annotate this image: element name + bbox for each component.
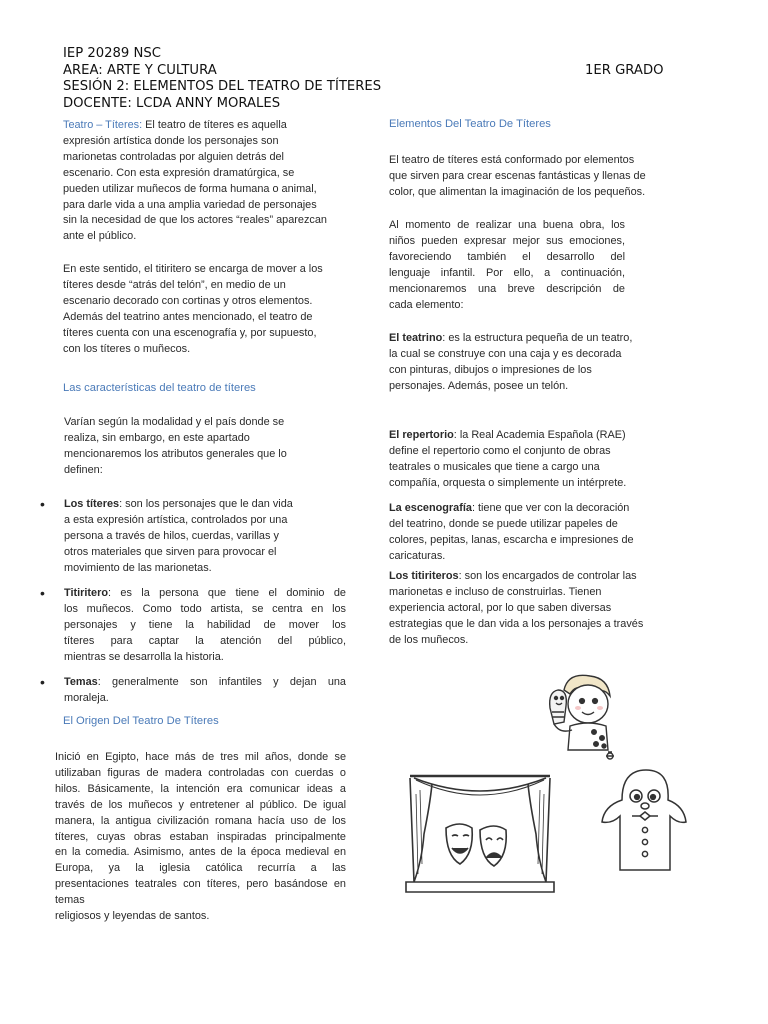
element-escenografia: La escenografía: tiene que ver con la decoración del teatrino, donde se puede utilizar papeles de colores, pepitas, lanas, escarcha e impresiones de caricaturas. xyxy=(389,502,634,562)
element-term: Los titiriteros xyxy=(389,570,459,582)
grade-label: 1ER GRADO xyxy=(585,63,664,78)
teacher-name: DOCENTE: LCDA ANNY MORALES xyxy=(63,96,281,111)
elements-heading: Elementos Del Teatro De Títeres xyxy=(389,118,551,130)
origin-heading: El Origen Del Teatro De Títeres xyxy=(63,715,219,727)
school-code: IEP 20289 NSC xyxy=(63,46,161,61)
bullet-dot: • xyxy=(40,585,45,601)
session-title: SESIÓN 2: ELEMENTOS DEL TEATRO DE TÍTERES xyxy=(63,79,382,94)
bullet-dot: • xyxy=(40,674,45,690)
bullet-puppets: Los títeres: son los personajes que le dan vida a esta expresión artística, controlados por una persona a través de hilos, cuerdas, varillas y otros materiales que sirven para provocar el movimiento de las marionetas. xyxy=(64,498,293,574)
bullet-term: Temas xyxy=(64,676,98,688)
bullet-puppeteer: Titiritero: es la persona que tiene el dominio de los muñecos. Como todo artista, se centra en los personajes y tiene la habilidad de mover los títeres para captar la atención del público, mientras se desarrolla la historia. xyxy=(64,587,346,663)
bullet-term: Titiritero xyxy=(64,587,108,599)
intro-term: Teatro – Títeres: xyxy=(63,119,143,131)
elements-intro: El teatro de títeres está conformado por elementos que sirven para crear escenas fantásticas y llenas de color, que alimentan la imaginación de los pequeños. xyxy=(389,154,646,198)
bullet-dot: • xyxy=(40,496,45,512)
characteristics-intro: Varían según la modalidad y el país donde se realiza, sin embargo, en este apartado mencionaremos los atributos generales que lo definen: xyxy=(64,416,287,476)
bullet-term: Los títeres xyxy=(64,498,120,510)
theater-stage-icon xyxy=(400,764,560,914)
element-term: El repertorio xyxy=(389,429,454,441)
characteristics-heading: Las características del teatro de títeres xyxy=(63,382,256,394)
element-term: El teatrino xyxy=(389,332,443,344)
boy-with-puppet-icon xyxy=(520,668,620,768)
puppeteer-paragraph: En este sentido, el titiritero se encarga de mover a los títeres desde “atrás del telón”, en medio de un escenario decorado con cortinas y otros elementos. Además del teatrino antes mencionado, el teatro de títeres cuenta con una escenografía y, por supuesto, con los títeres o muñecos. xyxy=(63,263,323,355)
origin-paragraph: Inició en Egipto, hace más de tres mil años, donde se utilizaban figuras de madera controladas con cuerdas o hilos. Básicamente, la intención era comunicar ideas a través de los muñecos y entretener al público. De igual manera, la antigua civilización romana hacía uso de los títeres, cuyas obras estaban inspiradas principalmente en la comedia. Asimismo, antes de la época medieval en Europa, ya la iglesia católica recurría a las presentaciones teatrales con títeres, pero basándose en temas religiosos y leyendas de santos. xyxy=(55,751,346,923)
element-teatrino: El teatrino: es la estructura pequeña de un teatro, la cual se construye con una caja y es decorada con pinturas, dibujos o impresiones de los personajes. Además, posee un telón. xyxy=(389,332,633,392)
ghost-puppet-icon xyxy=(596,766,692,876)
element-titiriteros: Los titiriteros: son los encargados de controlar las marionetas e incluso de construirlas. Tienen experiencia actoral, por lo que saben diversas estrategias que le dan vida a los personajes a través de los muñecos. xyxy=(389,570,644,646)
element-term: La escenografía xyxy=(389,502,472,514)
intro-paragraph: Teatro – Títeres: El teatro de títeres es aquella expresión artística donde los personajes son marionetas controladas por alguien detrás del escenario. Con esta expresión dramatúrgica, se pueden utilizar muñecos de forma humana o animal, para darle vida a una amplia variedad de personajes sin la necesidad de que los actores “reales” aparezcan ante el público. xyxy=(63,119,327,243)
element-repertorio: El repertorio: la Real Academia Española (RAE) define el repertorio como el conjunto de obras teatrales o musicales que tiene a cargo una compañía, orquesta o simplemente un intérprete. xyxy=(389,429,627,489)
elements-purpose: Al momento de realizar una buena obra, los niños pueden expresar mejor sus emociones, favoreciendo también el desarrollo del lenguaje infantil. Por ello, a continuación, mencionaremos una breve descripción de cada elemento: xyxy=(389,219,625,311)
bullet-themes: Temas: generalmente son infantiles y dejan una moraleja. xyxy=(64,676,346,704)
subject-area: AREA: ARTE Y CULTURA xyxy=(63,63,217,78)
